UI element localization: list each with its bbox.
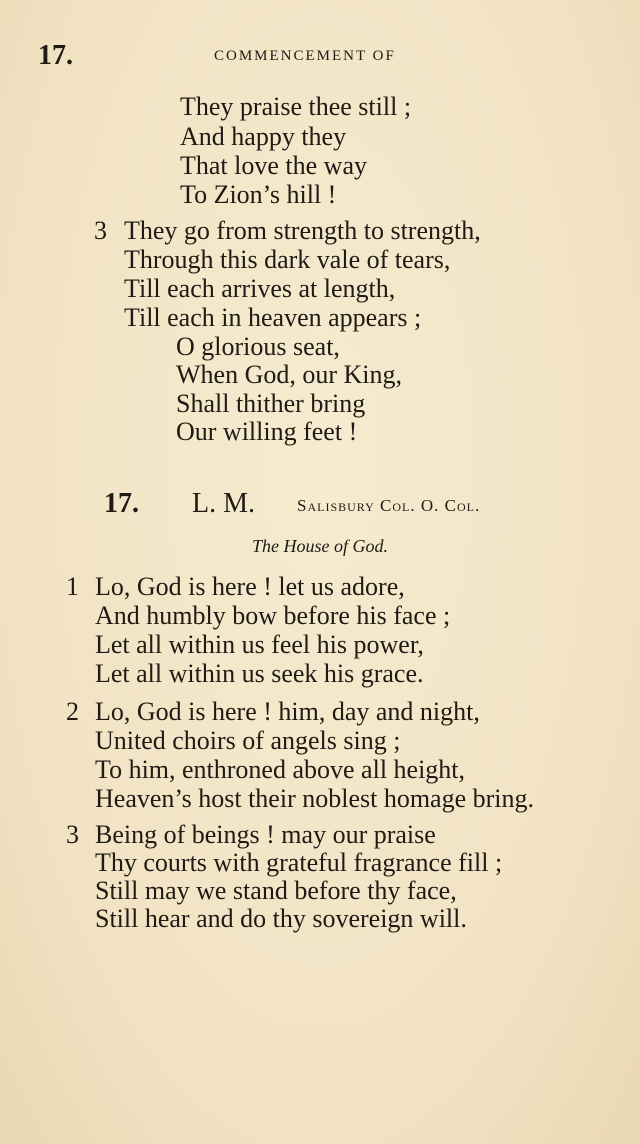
stanza-line: United choirs of angels sing ;	[95, 726, 401, 755]
running-head: COMMENCEMENT OF	[214, 48, 396, 64]
stanza-line: Let all within us feel his power,	[95, 630, 424, 659]
stanza-number: 3	[94, 216, 107, 245]
stanza-line: O glorious seat,	[176, 332, 340, 361]
stanza-number: 3	[66, 820, 79, 849]
stanza-line: Lo, God is here ! him, day and night,	[95, 697, 480, 726]
continuation-line: They praise thee still ;	[180, 92, 412, 121]
continuation-line: To Zion’s hill !	[180, 180, 337, 209]
continuation-line: And happy they	[180, 122, 347, 151]
stanza-line: Heaven’s host their noblest homage bring.	[95, 784, 535, 813]
hymn-heading	[0, 488, 640, 522]
stanza-number: 2	[66, 697, 79, 726]
stanza-line: Still hear and do thy sovereign will.	[95, 904, 467, 933]
stanza-line: Through this dark vale of tears,	[124, 245, 451, 274]
stanza-number: 1	[66, 572, 79, 601]
stanza-line: Let all within us seek his grace.	[95, 659, 424, 688]
stanza-line: When God, our King,	[176, 360, 403, 389]
stanza-line: To him, enthroned above all height,	[95, 755, 466, 784]
page-header	[38, 40, 600, 70]
continuation-line: That love the way	[180, 151, 367, 180]
stanza-line: Still may we stand before thy face,	[95, 876, 457, 905]
stanza-line: Our willing feet !	[176, 417, 358, 446]
hymn-meter: L. M.	[192, 488, 255, 519]
page-number: 17.	[38, 40, 73, 71]
stanza-line: Shall thither bring	[176, 389, 366, 418]
stanza-line: They go from strength to strength,	[124, 216, 481, 245]
stanza-line: Thy courts with grateful fragrance fill ;	[95, 848, 503, 877]
stanza-line: Lo, God is here ! let us adore,	[95, 572, 405, 601]
hymn-tunes: Salisbury Col. O. Col.	[297, 496, 481, 515]
stanza-line: Being of beings ! may our praise	[95, 820, 436, 849]
stanza-line: Till each in heaven appears ;	[124, 303, 422, 332]
hymn-title: The House of God.	[252, 536, 388, 556]
stanza-line: Till each arrives at length,	[124, 274, 396, 303]
stanza-line: And humbly bow before his face ;	[95, 601, 451, 630]
hymn-number: 17.	[104, 488, 139, 519]
